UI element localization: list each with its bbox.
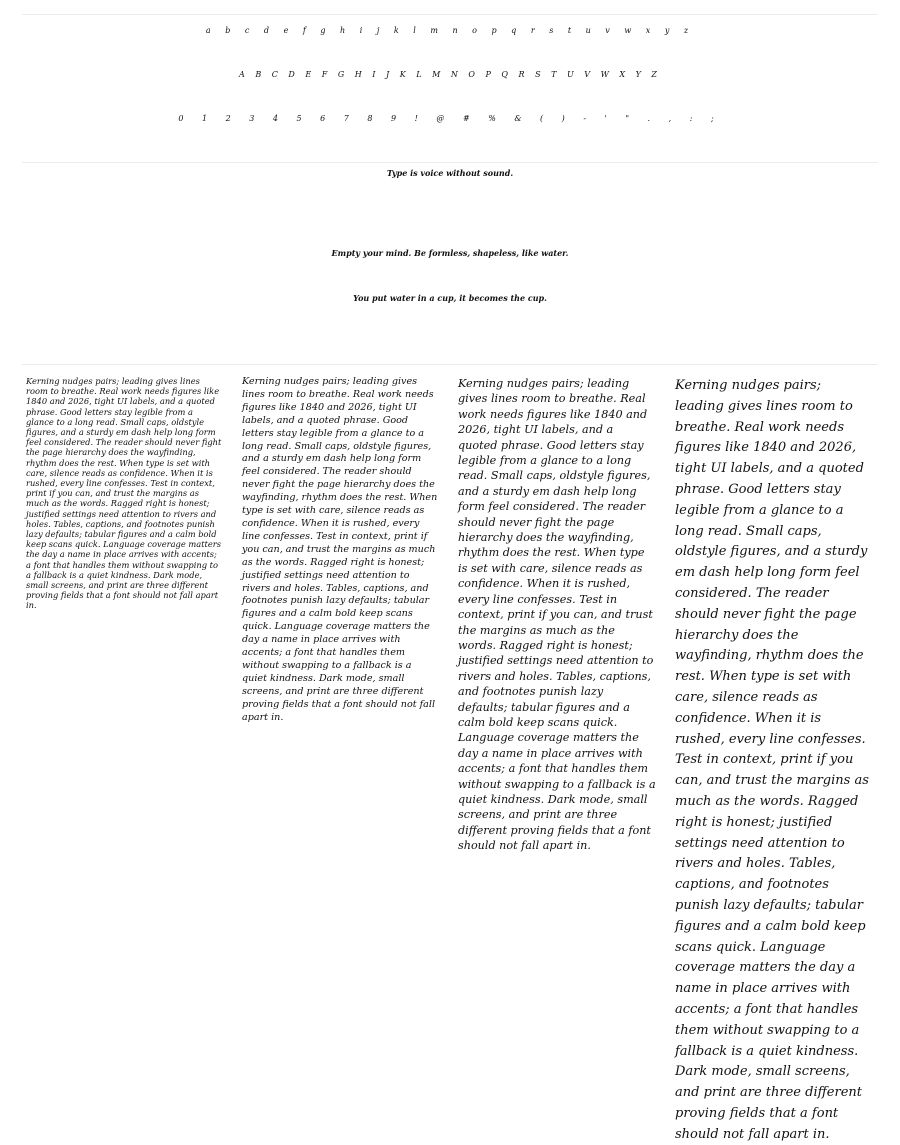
divider-display bbox=[22, 364, 878, 365]
display-headline: Type is voice without sound. bbox=[386, 168, 514, 178]
divider-glyphs bbox=[22, 162, 878, 163]
body-paragraph: Kerning nudges pairs; leading gives lines room to breathe. Real work needs figures like 1840 and 2026, tight UI labels, and a quoted phrase. Good letters stay legible from a glance to a long read. Small caps, oldstyle figures, and a sturdy em dash help long form feel considered. The reader should never fight the page hierarchy does the wayfinding, rhythm does the rest. When type is set with care, silence reads as confidence. When it is rushed, every line confesses. Test in context, print if you can, and trust the margins as much as the words. Ragged right is honest; justified settings need attention to rivers and holes. Tables, captions, and footnotes punish lazy defaults; tabular figures and a calm bold keep scans quick. Language coverage matters the day a name in place arrives with accents; a font that handles them without swapping to a fallback is a quiet kindness. Dark mode, small screens, and print are three different proving fields that a font should not fall apart in. bbox=[242, 376, 438, 723]
body-paragraph: Kerning nudges pairs; leading gives lines room to breathe. Real work needs figures like 1840 and 2026, tight UI labels, and a quoted phrase. Good letters stay legible from a glance to a long read. Small caps, oldstyle figures, and a sturdy em dash help long form feel considered. The reader should never fight the page hierarchy does the wayfinding, rhythm does the rest. When type is set with care, silence reads as confidence. When it is rushed, every line confesses. Test in context, print if you can, and trust the margins as much as the words. Ragged right is honest; justified settings need attention to rivers and holes. Tables, captions, and footnotes punish lazy defaults; tabular figures and a calm bold keep scans quick. Language coverage matters the day a name in place arrives with accents; a font that handles them without swapping to a fallback is a quiet kindness. Dark mode, small screens, and print are three different proving fields that a font should not fall apart in. bbox=[458, 377, 656, 853]
divider-top bbox=[22, 14, 878, 15]
body-paragraph: Kerning nudges pairs; leading gives lines room to breathe. Real work needs figures like 1840 and 2026, tight UI labels, and a quoted phrase. Good letters stay legible from a glance to a long read. Small caps, oldstyle figures, and a sturdy em dash help long form feel considered. The reader should never fight the page hierarchy does the wayfinding, rhythm does the rest. When type is set with care, silence reads as confidence. When it is rushed, every line confesses. Test in context, print if you can, and trust the margins as much as the words. Ragged right is honest; justified settings need attention to rivers and holes. Tables, captions, and footnotes punish lazy defaults; tabular figures and a calm bold keep scans quick. Language coverage matters the day a name in place arrives with accents; a font that handles them without swapping to a fallback is a quiet kindness. Dark mode, small screens, and print are three different proving fields that a font should not fall apart in. bbox=[675, 378, 869, 1142]
uppercase-glyph-row: A B C D E F G H I J K L M N O P Q R S T U V W X Y Z bbox=[239, 70, 661, 79]
text-column-large bbox=[458, 376, 656, 853]
display-quote-line-2: You put water in a cup, it becomes the cup. bbox=[353, 293, 547, 303]
figures-glyph-row: 0 1 2 3 4 5 6 7 8 9 ! @ # % & ( ) - ' " . , : ; bbox=[178, 114, 722, 123]
display-quote-line-1: Empty your mind. Be formless, shapeless, like water. bbox=[331, 248, 569, 258]
text-column-medium bbox=[242, 376, 438, 723]
text-column-xlarge bbox=[675, 376, 873, 1142]
lowercase-glyph-row: a b c d e f g h i j k l m n o p q r s t u v w x y z bbox=[205, 26, 695, 35]
text-column-small bbox=[26, 376, 222, 638]
body-paragraph: Kerning nudges pairs; leading gives lines room to breathe. Real work needs figures like 1840 and 2026, tight UI labels, and a quoted phrase. Good letters stay legible from a glance to a long read. Small caps, oldstyle figures, and a sturdy em dash help long form feel considered. The reader should never fight the page hierarchy does the wayfinding, rhythm does the rest. When type is set with care, silence reads as confidence. When it is rushed, every line confesses. Test in context, print if you can, and trust the margins as much as the words. Ragged right is honest; justified settings need attention to rivers and holes. Tables, captions, and footnotes punish lazy defaults; tabular figures and a calm bold keep scans quick. Language coverage matters the day a name in place arrives with accents; a font that handles them without swapping to a fallback is a quiet kindness. Dark mode, small screens, and print are three different proving fields that a font should not fall apart in. bbox=[26, 376, 222, 611]
